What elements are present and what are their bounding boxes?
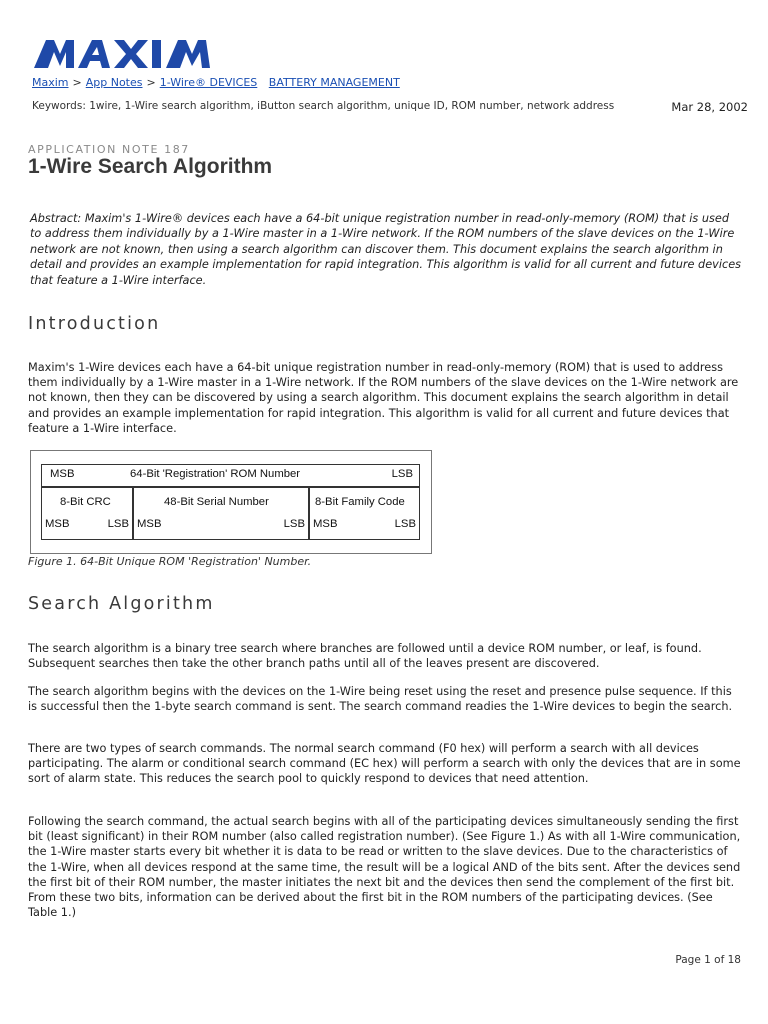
field-msb-label: MSB xyxy=(45,518,70,530)
maxim-logo xyxy=(34,40,224,68)
field-lsb-label: LSB xyxy=(283,518,305,530)
search-paragraph: Following the search command, the actual search begins with all of the participating devices simultaneously sending the first bit (least significant) in their ROM number (also called registration number). (See Figure 1.) As with all 1-Wire communication, the 1-Wire master starts every bit whether it is data to be read or written to the slave devices. Due to the characteristics of the 1-Wire, when all devices respond at the same time, the result will be a logical AND of the bits sent. After the devices send the first bit of their ROM number, the master initiates the next bit and the devices then send the complement of the first bit. From these two bits, information can be derived about the first bit in the ROM numbers of the participating devices. (See Table 1.) xyxy=(28,815,741,920)
breadcrumb-link-1-wire-devices[interactable]: 1-Wire® DEVICES xyxy=(159,76,258,89)
field-lsb-label: LSB xyxy=(394,518,416,530)
publication-date: Mar 28, 2002 xyxy=(671,100,748,114)
breadcrumb-link-battery-management[interactable]: BATTERY MANAGEMENT xyxy=(268,76,400,89)
field-label: 8-Bit CRC xyxy=(60,496,111,508)
header-lsb-label: LSB xyxy=(391,468,413,480)
section-heading-introduction: Introduction xyxy=(28,314,161,334)
figure-caption: Figure 1. 64-Bit Unique ROM 'Registration' Number. xyxy=(28,555,312,568)
breadcrumb-separator: > xyxy=(72,76,82,89)
search-paragraph: The search algorithm begins with the devices on the 1-Wire being reset using the reset and presence pulse sequence. If this is successful then the 1-byte search command is sent. The search command readies the 1-Wire devices to begin the search. xyxy=(28,685,733,714)
breadcrumb-link-maxim[interactable]: Maxim xyxy=(32,76,69,89)
header-title-label: 64-Bit 'Registration' ROM Number xyxy=(130,468,301,480)
rom-number-diagram xyxy=(41,464,420,540)
breadcrumb-separator: > xyxy=(146,76,156,89)
search-paragraph: The search algorithm is a binary tree search where branches are followed until a device ROM number, or leaf, is found. Subsequent searches then take the other branch paths until all of the leaves present are discovered. xyxy=(28,642,702,671)
header-msb-label: MSB xyxy=(50,468,75,480)
keywords xyxy=(32,100,622,113)
field-family-code xyxy=(310,488,419,539)
field-msb-label: MSB xyxy=(137,518,162,530)
page-number: Page 1 of 18 xyxy=(675,954,741,966)
rom-number-header-row xyxy=(42,465,419,488)
abstract: Abstract: Maxim's 1-Wire® devices each have a 64-bit unique registration number in read-only-memory (ROM) that is used to address them individually by a 1-Wire master in a 1-Wire network. If the ROM numbers of the slave devices on the 1-Wire network are not known, then using a search algorithm can discover them. This document explains the search algorithm in detail and provides an example implementation for rapid integration. This algorithm is valid for all current and future devices that feature a 1-Wire interface. xyxy=(30,212,742,287)
keywords-label: Keywords: xyxy=(32,100,86,112)
rom-number-figure xyxy=(30,450,432,554)
field-lsb-label: LSB xyxy=(107,518,129,530)
keywords-list: 1wire, 1-Wire search algorithm, iButton search algorithm, unique ID, ROM number, network address xyxy=(89,100,615,112)
page-title: 1-Wire Search Algorithm xyxy=(28,155,273,178)
intro-paragraph: Maxim's 1-Wire devices each have a 64-bit unique registration number in read-only-memory (ROM) that is used to address them individually by a 1-Wire master in a 1-Wire network. If the ROM numbers of the slave devices on the 1-Wire network are not known, then they can be discovered by using a search algorithm. This document explains the search algorithm in detail and provides an example implementation for rapid integration. This algorithm is valid for all current and future devices that feature a 1-Wire interface. xyxy=(28,361,739,435)
field-serial-number xyxy=(134,488,310,539)
field-label: 8-Bit Family Code xyxy=(315,496,405,508)
field-label: 48-Bit Serial Number xyxy=(164,496,269,508)
breadcrumb xyxy=(32,76,400,89)
field-msb-label: MSB xyxy=(313,518,338,530)
app-note-number: APPLICATION NOTE 187 xyxy=(28,143,190,156)
section-heading-search-algorithm: Search Algorithm xyxy=(28,594,215,614)
breadcrumb-link-app-notes[interactable]: App Notes xyxy=(85,76,143,89)
search-paragraph: There are two types of search commands. The normal search command (F0 hex) will perform a search with all devices participating. The alarm or conditional search command (EC hex) will perform a search with only the devices that are in some sort of alarm state. This reduces the search pool to quickly respond to devices that need attention. xyxy=(28,742,741,786)
field-crc xyxy=(42,488,134,539)
